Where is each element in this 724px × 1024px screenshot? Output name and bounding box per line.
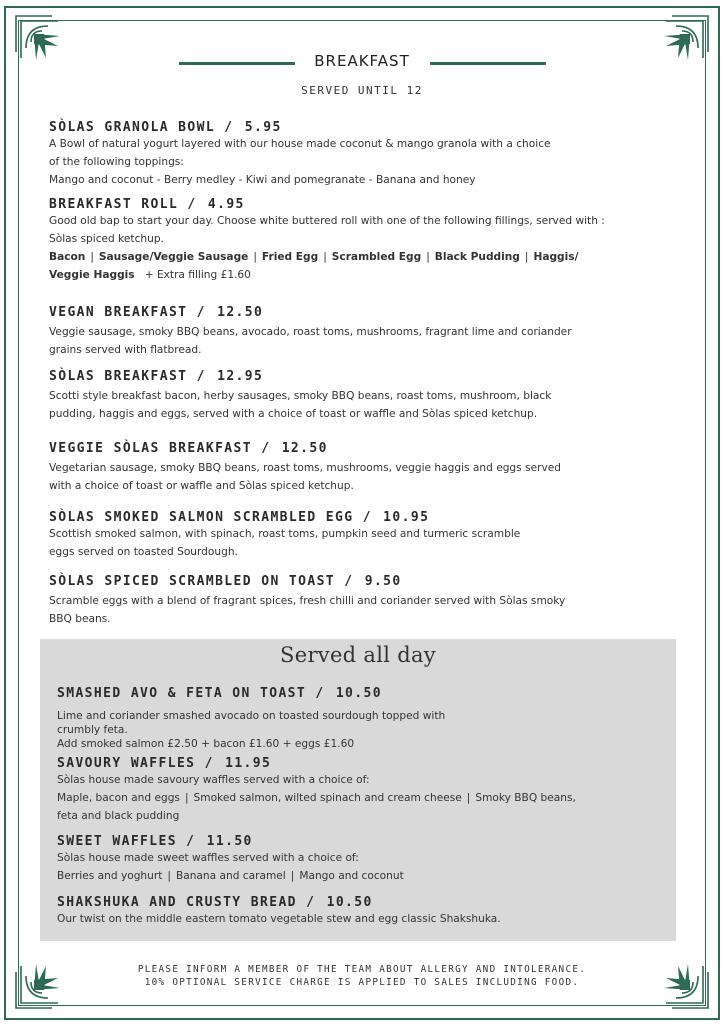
item-price: 10.50: [335, 686, 382, 701]
fillings-line: [49, 266, 699, 284]
item-name: VEGGIE SÒLAS BREAKFAST /: [49, 441, 271, 456]
served-until: SERVED UNTIL 12: [301, 84, 423, 97]
item-name: SWEET WAFFLES /: [57, 834, 196, 849]
description-line: Scramble eggs with a blend of fragrant spices, fresh chilli and coriander served with Sòlas smoky: [49, 595, 566, 607]
description-line: Mango and coconut - Berry medley - Kiwi and pomegranate - Banana and honey: [49, 174, 476, 186]
menu-item-granola: [49, 120, 699, 189]
item-description: [49, 135, 699, 189]
options-line: Berries and yoghurt | Banana and caramel | Mango and coconut: [57, 870, 404, 882]
description-line: Vegetarian sausage, smoky BBQ beans, roast toms, mushrooms, veggie haggis and eggs served: [49, 462, 561, 474]
item-description: [49, 323, 699, 359]
item-title: [49, 197, 699, 212]
item-description: [57, 771, 672, 825]
item-name: SÒLAS GRANOLA BOWL /: [49, 120, 234, 135]
item-name: SÒLAS SPICED SCRAMBLED ON TOAST /: [49, 574, 354, 589]
waffle-option: Smoky BBQ beans,: [475, 792, 576, 804]
item-title: [49, 305, 699, 320]
waffle-option: Mango and coconut: [299, 870, 404, 882]
item-price: 11.50: [206, 834, 253, 849]
item-title: [57, 895, 672, 910]
description-line: with a choice of toast or waffle and Sòlas spiced ketchup.: [49, 480, 354, 492]
filling-option: Haggis/: [533, 251, 579, 263]
description-line: Our twist on the middle eastern tomato vegetable stew and egg classic Shakshuka.: [57, 913, 501, 925]
item-description: [49, 592, 699, 628]
description-line: feta and black pudding: [57, 810, 180, 822]
footer-line: 10% OPTIONAL SERVICE CHARGE IS APPLIED TO SALES INCLUDING FOOD.: [144, 977, 580, 988]
item-name: SÒLAS SMOKED SALMON SCRAMBLED EGG /: [49, 510, 372, 525]
allergy-footer: [0, 963, 724, 989]
waffle-option: Berries and yoghurt: [57, 870, 163, 882]
waffle-option: Maple, bacon and eggs: [57, 792, 180, 804]
item-name: SMASHED AVO & FETA ON TOAST /: [57, 686, 325, 701]
item-name: SHAKSHUKA AND CRUSTY BREAD /: [57, 895, 316, 910]
item-price: 9.50: [364, 574, 402, 589]
description-line: Good old bap to start your day. Choose white buttered roll with one of the following fillings, served with :: [49, 215, 605, 227]
description-line: grains served with flatbread.: [49, 344, 202, 356]
description-line: eggs served on toasted Sourdough.: [49, 546, 238, 558]
description-line: Scottish smoked salmon, with spinach, roast toms, pumpkin seed and turmeric scramble: [49, 528, 521, 540]
description-line: pudding, haggis and eggs, served with a choice of toast or waffle and Sòlas spiced ketchup.: [49, 408, 538, 420]
item-price: 10.95: [383, 510, 430, 525]
filling-option: Scrambled Egg: [331, 251, 422, 263]
menu-item-savoury-waffles: [57, 756, 672, 825]
item-title: [49, 120, 699, 135]
item-price: 12.95: [217, 369, 264, 384]
description-line: Veggie sausage, smoky BBQ beans, avocado, roast toms, mushrooms, fragrant lime and coriander: [49, 326, 572, 338]
menu-item-veggie-solas-breakfast: [49, 441, 699, 495]
item-title: [57, 686, 672, 701]
menu-item-vegan-breakfast: [49, 305, 699, 359]
item-description: [57, 849, 672, 885]
description-line: BBQ beans.: [49, 613, 111, 625]
menu-item-smashed-avo: [57, 686, 672, 751]
extra-filling: + Extra filling £1.60: [144, 269, 251, 281]
page-title: BREAKFAST: [314, 52, 410, 70]
item-description: [49, 212, 699, 284]
menu-item-solas-breakfast: [49, 369, 699, 423]
menu-item-spiced-scrambled: [49, 574, 699, 628]
item-title: [49, 510, 699, 525]
footer-line: PLEASE INFORM A MEMBER OF THE TEAM ABOUT ALLERGY AND INTOLERANCE.: [137, 964, 587, 975]
item-title: [57, 756, 672, 771]
menu-item-sweet-waffles: [57, 834, 672, 885]
header-rule-right: [430, 62, 546, 65]
waffle-option: Smoked salmon, wilted spinach and cream cheese: [193, 792, 462, 804]
item-price: 12.50: [281, 441, 328, 456]
item-name: SÒLAS BREAKFAST /: [49, 369, 206, 384]
filling-option: Veggie Haggis: [49, 269, 135, 281]
filling-option: Fried Egg: [261, 251, 319, 263]
description-line: Sòlas house made savoury waffles served with a choice of:: [57, 774, 370, 786]
item-price: 12.50: [217, 305, 264, 320]
item-title: [57, 834, 672, 849]
item-description: [49, 459, 699, 495]
menu-item-breakfast-roll: [49, 197, 699, 284]
item-price: 11.95: [225, 756, 272, 771]
item-description: [57, 709, 672, 751]
item-description: [49, 387, 699, 423]
description-line: Lime and coriander smashed avocado on toasted sourdough topped with: [57, 710, 446, 722]
served-all-day-panel: [40, 639, 676, 941]
description-line: crumbly feta.: [57, 724, 128, 736]
menu-item-smoked-salmon: [49, 510, 699, 561]
fillings-line: Bacon | Sausage/Veggie Sausage | Fried Egg | Scrambled Egg | Black Pudding | Haggis/: [49, 251, 579, 263]
filling-option: Black Pudding: [434, 251, 520, 263]
item-title: [49, 441, 699, 456]
item-title: [49, 369, 699, 384]
description-line: A Bowl of natural yogurt layered with our house made coconut & mango granola with a choice: [49, 138, 551, 150]
filling-option: Bacon: [49, 251, 86, 263]
description-line: of the following toppings:: [49, 156, 184, 168]
waffle-option: Banana and caramel: [175, 870, 286, 882]
item-description: [49, 525, 699, 561]
item-description: [57, 910, 672, 928]
menu-item-shakshuka: [57, 895, 672, 928]
description-line: Sòlas spiced ketchup.: [49, 233, 164, 245]
item-price: 5.95: [244, 120, 282, 135]
description-line: Add smoked salmon £2.50 + bacon £1.60 + eggs £1.60: [57, 738, 355, 750]
item-name: BREAKFAST ROLL /: [49, 197, 197, 212]
menu-header: [0, 50, 724, 80]
item-price: 4.95: [207, 197, 245, 212]
item-name: VEGAN BREAKFAST /: [49, 305, 206, 320]
description-line: Scotti style breakfast bacon, herby sausages, smoky BBQ beans, roast toms, mushroom, black: [49, 390, 552, 402]
filling-option: Sausage/Veggie Sausage: [98, 251, 249, 263]
description-line: Sòlas house made sweet waffles served with a choice of:: [57, 852, 359, 864]
item-price: 10.50: [326, 895, 373, 910]
options-line: Maple, bacon and eggs | Smoked salmon, wilted spinach and cream cheese | Smoky BBQ beans,: [57, 792, 576, 804]
item-name: SAVOURY WAFFLES /: [57, 756, 214, 771]
section-title: Served all day: [280, 643, 436, 667]
item-title: [49, 574, 699, 589]
